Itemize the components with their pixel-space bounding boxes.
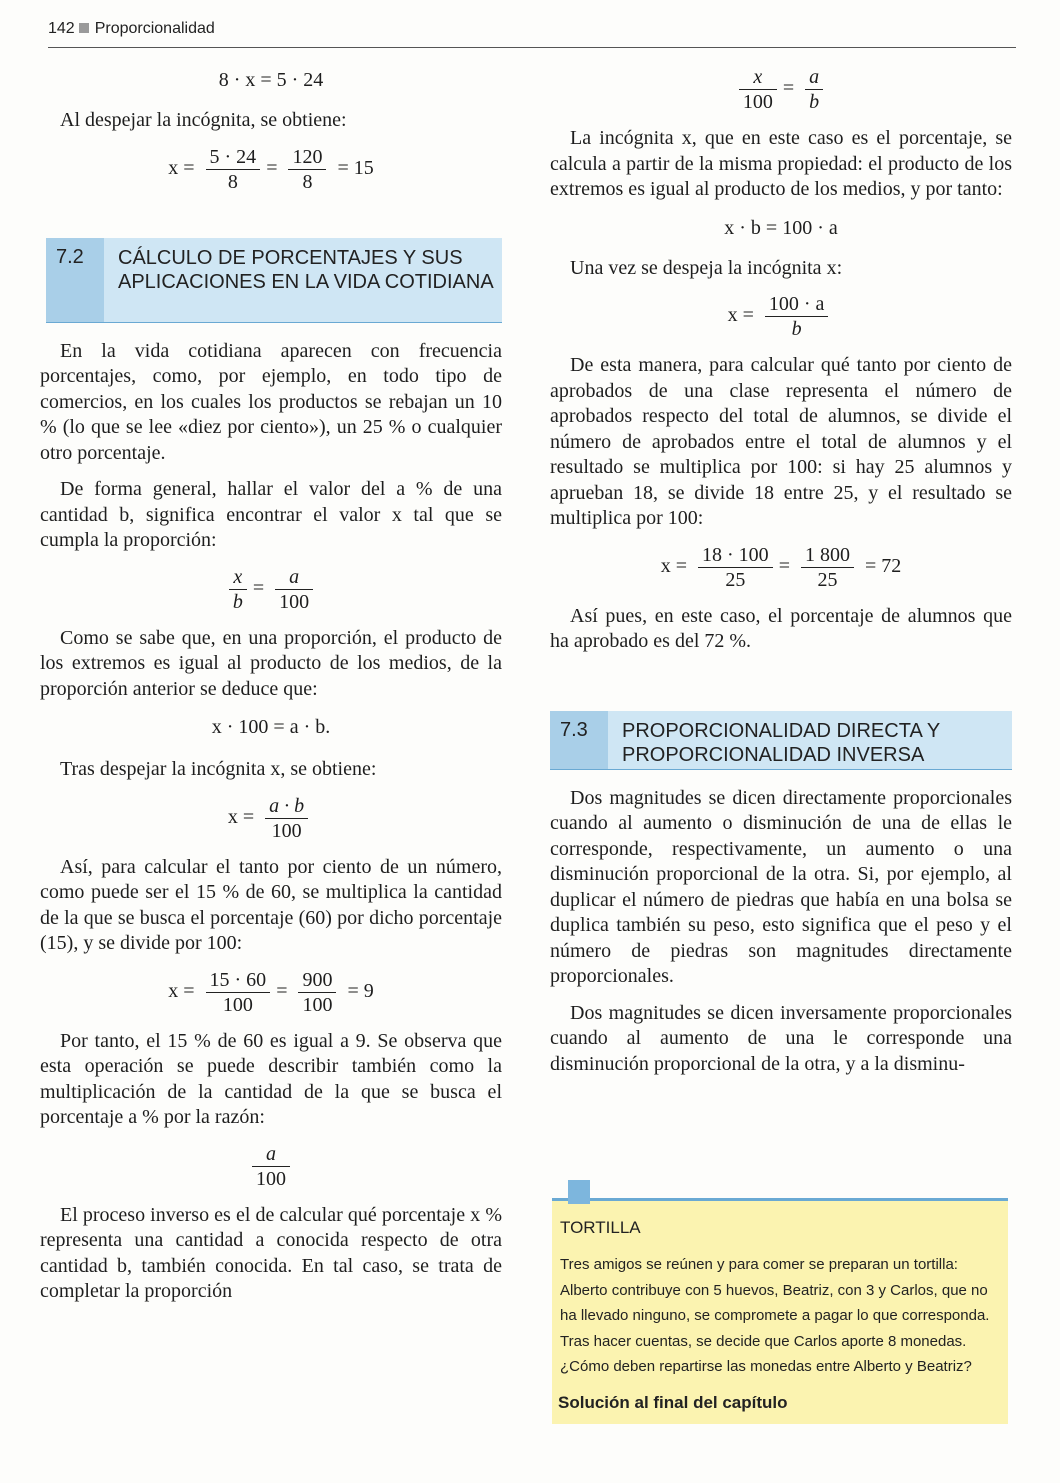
- eq-rhs: = 72: [864, 554, 902, 577]
- denominator: b: [232, 590, 243, 613]
- section-heading-7-2: [46, 238, 502, 323]
- numerator: 100 · a: [765, 292, 829, 317]
- numerator: a: [252, 1142, 290, 1167]
- fraction: [275, 565, 313, 614]
- fraction: [252, 1142, 290, 1191]
- puzzle-box: [552, 1198, 1008, 1424]
- eq-lhs: x =: [168, 979, 195, 1002]
- eq-lhs: x =: [168, 156, 195, 179]
- fraction: [765, 292, 829, 341]
- numerator: 1 800: [801, 543, 854, 568]
- running-header: [48, 20, 215, 38]
- paragraph: El proceso inverso es el de calcular qué porcentaje x % representa una cantidad a conocida respecto de otra cantidad b, también conocida. En tal caso, se trata de completar la proporción: [40, 1203, 502, 1302]
- paragraph: Al despejar la incógnita, se obtiene:: [60, 109, 347, 131]
- numerator: 18 · 100: [698, 543, 773, 568]
- eq-rhs: = 15: [337, 156, 374, 179]
- left-column: [40, 55, 502, 1316]
- paragraph: Así, para calcular el tanto por ciento de un número, como puede ser el 15 % de 60, se multiplica la cantidad de la que se busca el porcentaje (60) por dicho porcentaje (15), y se divide por 100:: [40, 855, 502, 954]
- paragraph: Tras despejar la incógnita x, se obtiene:: [60, 758, 377, 780]
- fraction: [265, 794, 308, 843]
- paragraph: Dos magnitudes se dicen directamente proporcionales cuando al aumento o disminución de una de ellas le corresponde, respectivamente, un aumento o una disminución proporcional de la otra. Si, por ejemplo, al duplicar el número de piedras que había en una bolsa se duplica también su peso, esto significa que el peso y el número de piedras son magnitudes directamente proporcionales.: [550, 786, 1012, 987]
- equation: [40, 1142, 502, 1191]
- denominator: 8: [227, 170, 238, 193]
- fraction: [206, 145, 261, 194]
- paragraph: La incógnita x, que en este caso es el porcentaje, se calcula a partir de la misma propiedad: el producto de los extremos es igual al producto de los medios, y por tanto:: [550, 127, 1012, 200]
- fraction: [698, 543, 773, 592]
- fraction: [229, 565, 247, 614]
- section-name: Proporcionalidad: [94, 20, 215, 37]
- square-bullet-icon: [79, 23, 89, 33]
- paragraph: Una vez se despeja la incógnita x:: [570, 256, 843, 279]
- section-heading-7-3: [550, 711, 1012, 770]
- denominator: 100: [742, 91, 773, 113]
- box-top-rule: [552, 1198, 1008, 1201]
- denominator: b: [791, 318, 802, 340]
- header-rule: [48, 47, 1016, 48]
- denominator: 100: [279, 590, 310, 613]
- equation: [550, 292, 1012, 341]
- denominator: 25: [817, 568, 838, 591]
- paragraph: Por tanto, el 15 % de 60 es igual a 9. Se observa que esta operación se puede describir también como la multiplicación de la cantidad de la que se busca el porcentaje a % por la razón:: [40, 1029, 502, 1128]
- eq-lhs: x =: [660, 554, 688, 577]
- numerator: 5 · 24: [206, 145, 261, 170]
- section-title: PROPORCIONALIDAD DIRECTA Y PROPORCIONALIDAD INVERSA: [622, 719, 940, 766]
- denominator: 25: [725, 568, 746, 591]
- page-number: 142: [48, 20, 75, 37]
- eq-rhs: = 9: [347, 979, 374, 1002]
- equation: x = $\frac{18 \cdot 100}{25}$ = $\frac{1 800}{25}$ = 72: [660, 543, 902, 591]
- eq-lhs: x =: [727, 304, 754, 327]
- paragraph: De forma general, hallar el valor del a % de una cantidad b, significa encontrar el valor x tal que se cumpla la proporción:: [40, 478, 502, 551]
- box-title: TORTILLA: [560, 1218, 641, 1237]
- eq-lhs: x =: [227, 805, 255, 828]
- numerator: x: [229, 565, 247, 590]
- paragraph: Dos magnitudes se dicen inversamente proporcionales cuando al aumento de una le corresponde una disminución proporcional de la otra, y a la disminu-: [550, 1001, 1012, 1075]
- numerator: a: [275, 565, 313, 590]
- equation: x = $\frac{5 \cdot 24}{8}$ = $\frac{120}{8}$ = 15: [168, 145, 374, 193]
- paragraph: Como se sabe que, en una proporción, el producto de los extremos es igual al producto de los medios, de la proporción anterior se deduce que:: [40, 626, 502, 700]
- fraction: [298, 968, 336, 1017]
- section-number: 7.2: [46, 238, 104, 322]
- section-title: CÁLCULO DE PORCENTAJES Y SUS APLICACIONES EN LA VIDA COTIDIANA: [118, 246, 494, 293]
- paragraph: En la vida cotidiana aparecen con frecuencia porcentajes, como, por ejemplo, en todo tipo de comercios, en los cuales los productos se rebajan un 10 % (lo que se lee «diez por ciento»), un 25 % o cualquier otro porcentaje.: [40, 339, 502, 464]
- fraction: [805, 65, 823, 114]
- numerator: x: [739, 65, 777, 90]
- equation: $\frac{x}{100}$ = $\frac{a}{b}$: [550, 65, 1012, 114]
- box-solution-note: Solución al final del capítulo: [558, 1393, 788, 1412]
- right-column: [550, 55, 1012, 1088]
- denominator: 100: [302, 993, 333, 1016]
- fraction: [801, 543, 854, 592]
- equation: [40, 794, 502, 843]
- numerator: 15 · 60: [206, 968, 271, 993]
- equation: 8 · x = 5 · 24: [218, 69, 324, 91]
- box-body: Tres amigos se reúnen y para comer se preparan un tortilla: Alberto contribuye con 5 huevos, Beatriz, con 3 y Carlos, que no ha llevado ninguno, se compromete a pagar lo que corresponda. Tras hacer cuentas, se decide que Carlos aporte 8 monedas. ¿Cómo deben repartirse las monedas entre Alberto y Beatriz?: [560, 1256, 990, 1375]
- fraction: [288, 145, 326, 194]
- paragraph: Así pues, en este caso, el porcentaje de alumnos que ha aprobado es del 72 %.: [550, 604, 1012, 652]
- numerator: 120: [288, 145, 326, 170]
- numerator: 900: [298, 968, 336, 993]
- fraction: [739, 65, 777, 114]
- denominator: 100: [271, 819, 302, 842]
- denominator: 100: [222, 993, 253, 1016]
- numerator: a · b: [265, 794, 308, 819]
- equation: x = $\frac{15 \cdot 60}{100}$ = $\frac{900}{100}$ = 9: [168, 968, 374, 1016]
- equation: x · b = 100 · a: [724, 216, 838, 239]
- denominator: b: [809, 91, 820, 113]
- paragraph: De esta manera, para calcular qué tanto por ciento de aprobados de una clase representa el número de aprobados respecto del total de alumnos, se divide el número de aprobados entre el total de alumnos y el resultado se multiplica por 100: si hay 25 alumnos y aprueban 18, se divide 18 entre 25, y el resultado se multiplica por 100:: [550, 354, 1012, 529]
- section-number: 7.3: [550, 711, 608, 769]
- box-tab-marker: [568, 1180, 590, 1204]
- equation: x · 100 = a · b.: [211, 716, 331, 738]
- numerator: a: [805, 65, 823, 90]
- denominator: 100: [256, 1167, 286, 1190]
- denominator: 8: [302, 170, 313, 193]
- equation: $\frac{x}{b}$ = $\frac{a}{100}$: [40, 565, 502, 614]
- fraction: [206, 968, 271, 1017]
